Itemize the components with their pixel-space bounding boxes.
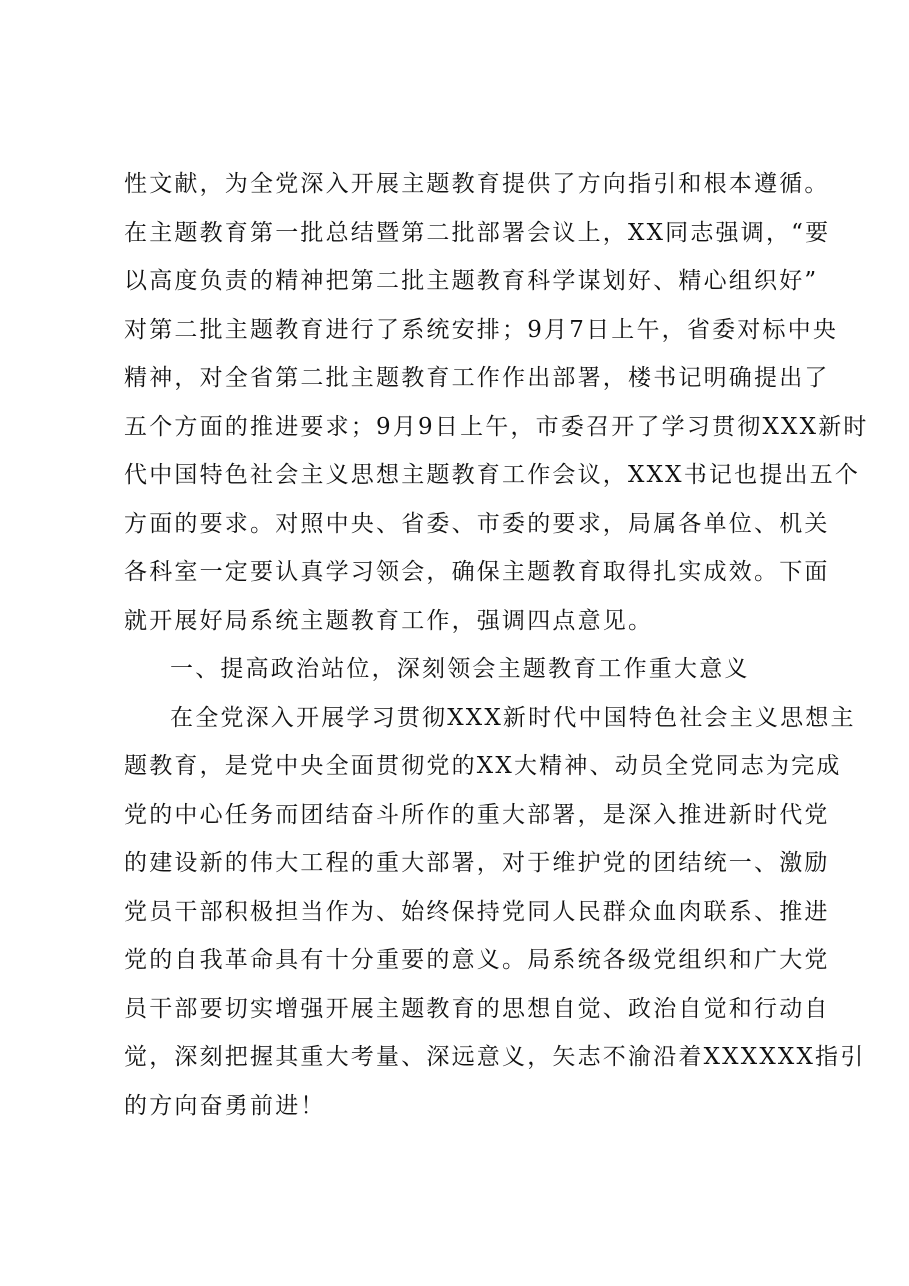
section-heading: 一、提高政治站位，深刻领会主题教育工作重大意义: [170, 656, 750, 682]
paragraph-line: 在主题教育第一批总结暨第二批部署会议上，XX同志强调，“要: [124, 219, 831, 246]
paragraph-line: 员干部要切实增强开展主题教育的思想自觉、政治自觉和行动自: [124, 995, 830, 1022]
paragraph-line: 五个方面的推进要求；9月9日上午，市委召开了学习贯彻XXX新时: [124, 413, 869, 440]
paragraph-line: 党员干部积极担当作为、始终保持党同人民群众血肉联系、推进: [124, 898, 830, 925]
paragraph-line: 党的中心任务而团结奋斗所作的重大部署，是深入推进新时代党: [124, 801, 830, 828]
paragraph-line: 在全党深入开展学习贯彻XXX新时代中国特色社会主义思想主: [170, 704, 856, 731]
paragraph-line: 党的自我革命具有十分重要的意义。局系统各级党组织和广大党: [124, 947, 830, 973]
document-body: [124, 160, 869, 1130]
paragraph-line: 代中国特色社会主义思想主题教育工作会议，XXX书记也提出五个: [124, 462, 861, 488]
paragraph-line: 精神，对全省第二批主题教育工作作出部署，楼书记明确提出了: [124, 365, 830, 391]
paragraph-line: 以高度负责的精神把第二批主题教育科学谋划好、精心组织好”: [124, 268, 819, 294]
paragraph-line: 各科室一定要认真学习领会，确保主题教育取得扎实成效。下面: [124, 559, 830, 585]
paragraph-line: 题教育，是党中央全面贯彻党的XX大精神、动员全党同志为完成: [124, 753, 842, 779]
paragraph-line: 性文献，为全党深入开展主题教育提供了方向指引和根本遵循。: [124, 171, 830, 197]
paragraph-line: 对第二批主题教育进行了系统安排；9月7日上午，省委对标中央: [124, 316, 839, 343]
paragraph-line: 觉，深刻把握其重大考量、深远意义，矢志不渝沿着XXXXXX指引: [124, 1044, 866, 1070]
paragraph-line: 的建设新的伟大工程的重大部署，对于维护党的团结统一、激励: [124, 850, 830, 876]
paragraph-line: 的方向奋勇前进！: [124, 1092, 326, 1119]
paragraph-line: 就开展好局系统主题教育工作，强调四点意见。: [124, 607, 654, 634]
paragraph-line: 方面的要求。对照中央、省委、市委的要求，局属各单位、机关: [124, 510, 830, 537]
